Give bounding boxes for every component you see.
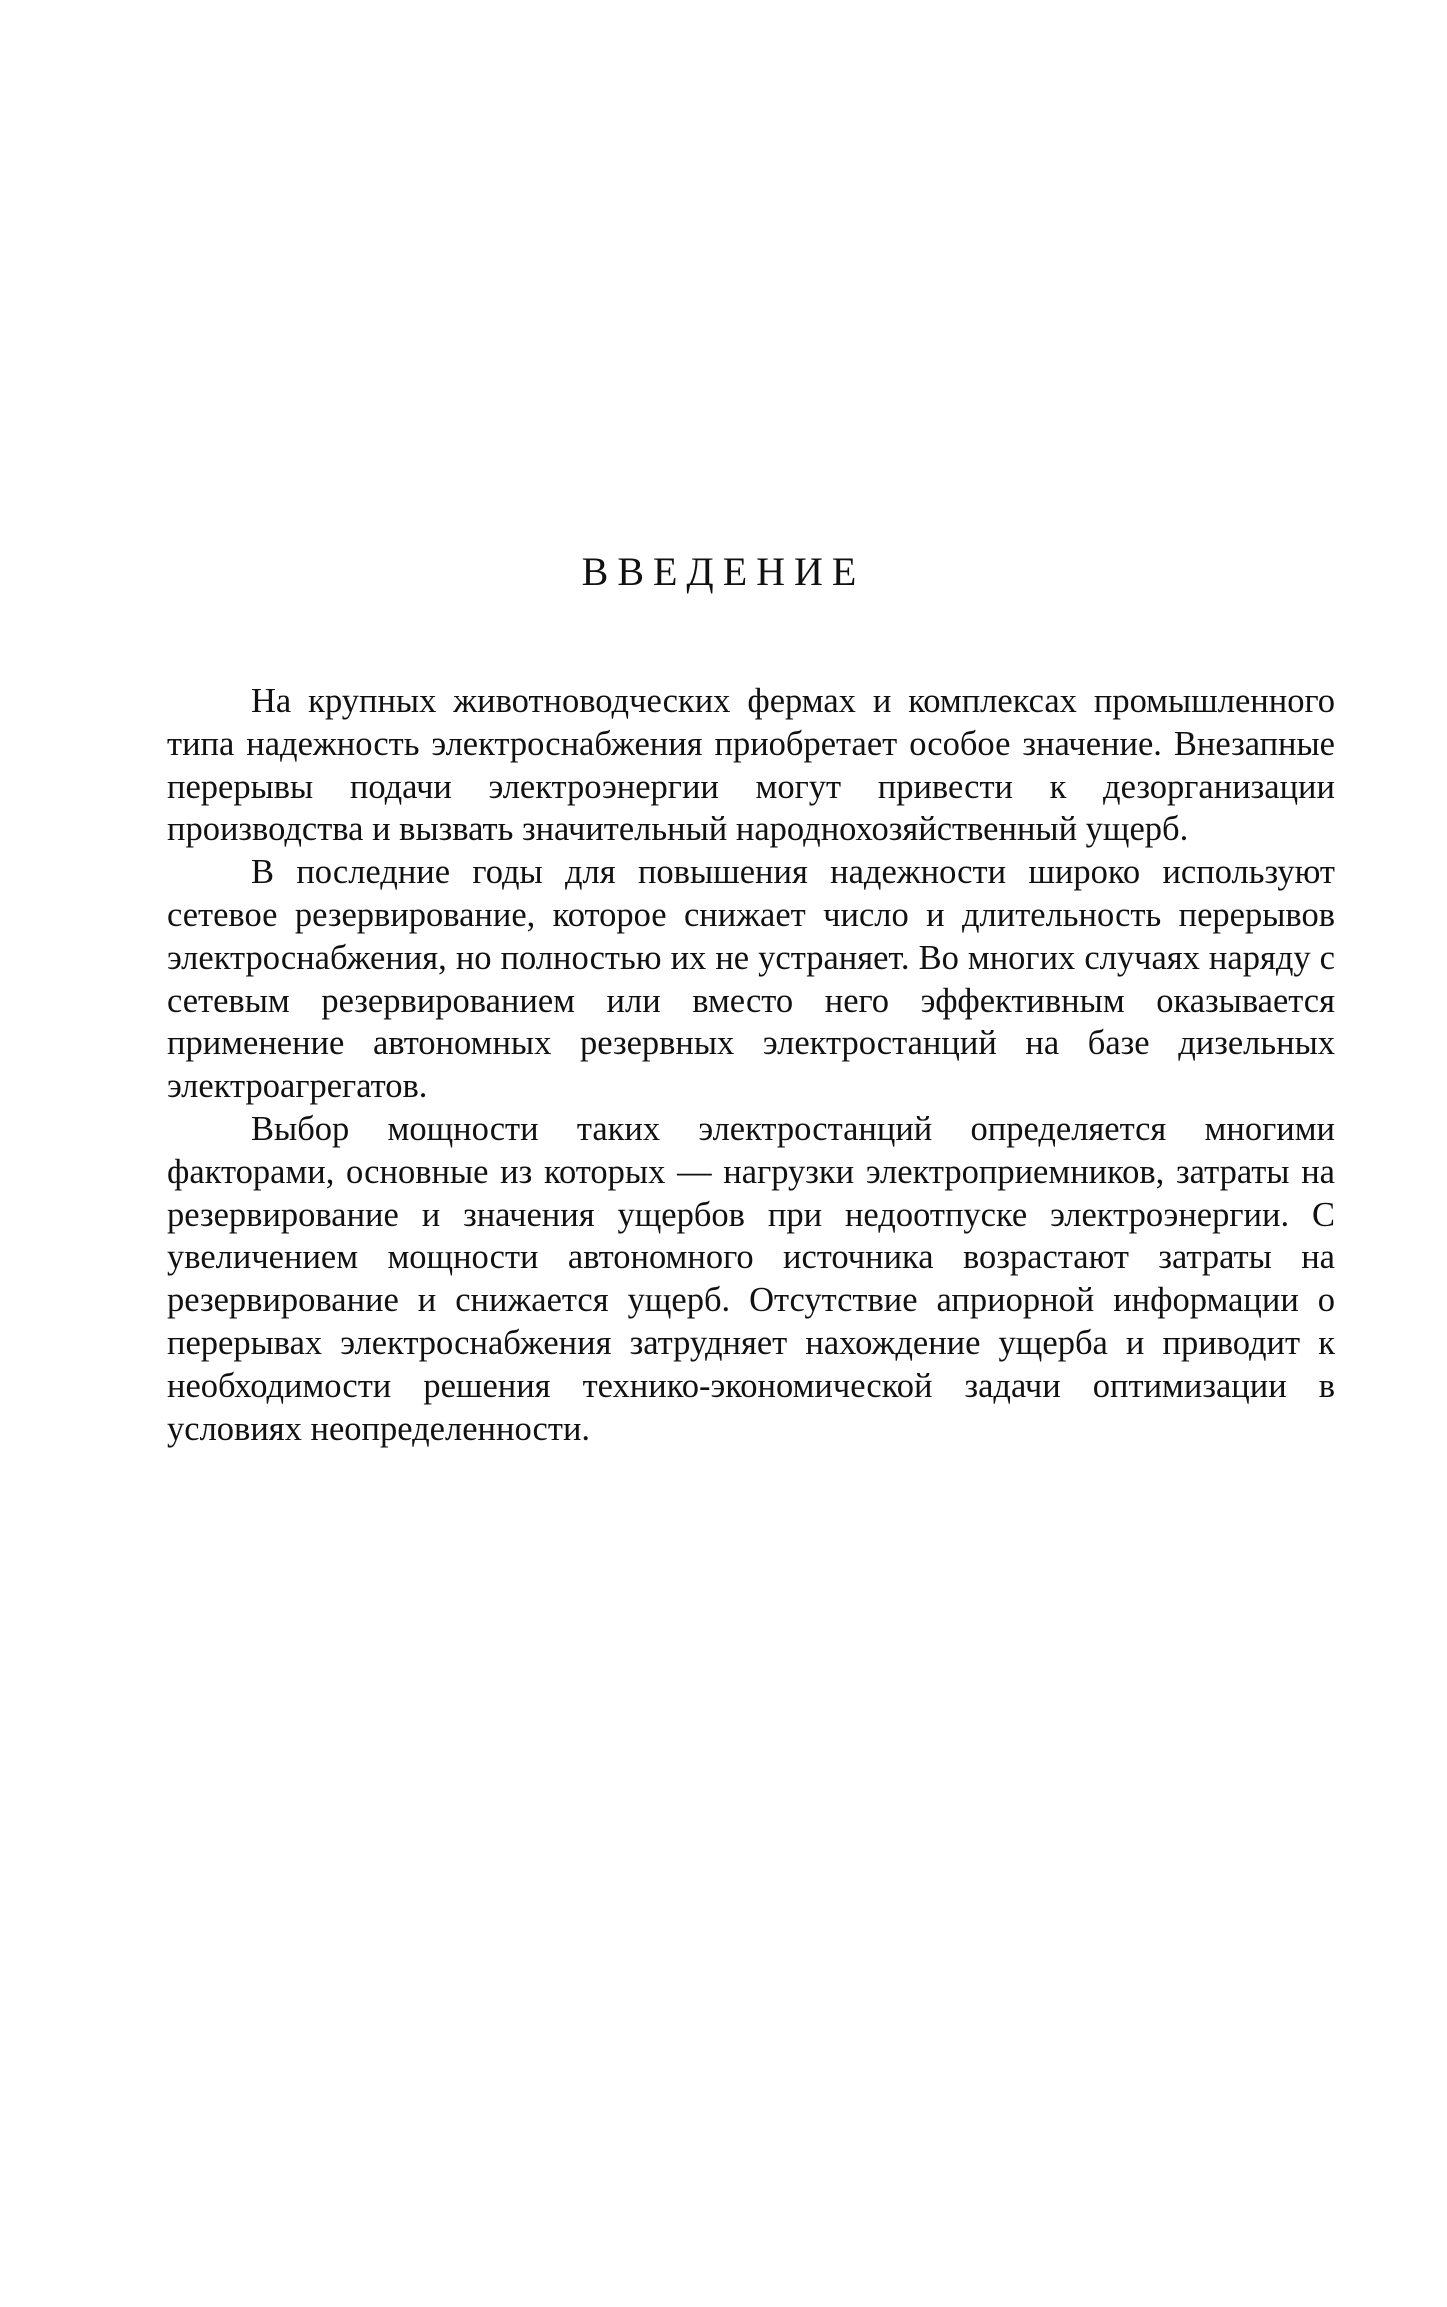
- body-text: [167, 680, 1335, 1450]
- paragraph-2: В последние годы для повышения надежности широко используют сетевое резервирование, которое снижает число и длительность перерывов электроснабжения, но полностью их не устраняет. Во многих случаях наряду с сетевым резервированием или вместо него эффективным оказывается применение автономных резервных электростанций на базе дизельных электроагрегатов.: [167, 853, 1335, 1106]
- paragraph-1: На крупных животноводческих фермах и комплексах промышленного типа надежность электроснабжения приобретает особое значение. Внезапные перерывы подачи электроэнергии могут привести к дезорганизации производства и вызвать значительный народнохозяйственный ущерб.: [167, 682, 1335, 849]
- paragraph-3: Выбор мощности таких электростанций определяется многими факторами, основные из которых — нагрузки электроприемников, затраты на резервирование и значения ущербов при недоотпуске электроэнергии. С увеличением мощности автономного источника возрастают затраты на резервирование и снижается ущерб. Отсутствие априорной информации о перерывах электроснабжения затрудняет нахождение ущерба и приводит к необходимости решения технико-экономической задачи оптимизации в условиях неопределенности.: [167, 1109, 1335, 1448]
- chapter-heading: ВВЕДЕНИЕ: [581, 549, 866, 594]
